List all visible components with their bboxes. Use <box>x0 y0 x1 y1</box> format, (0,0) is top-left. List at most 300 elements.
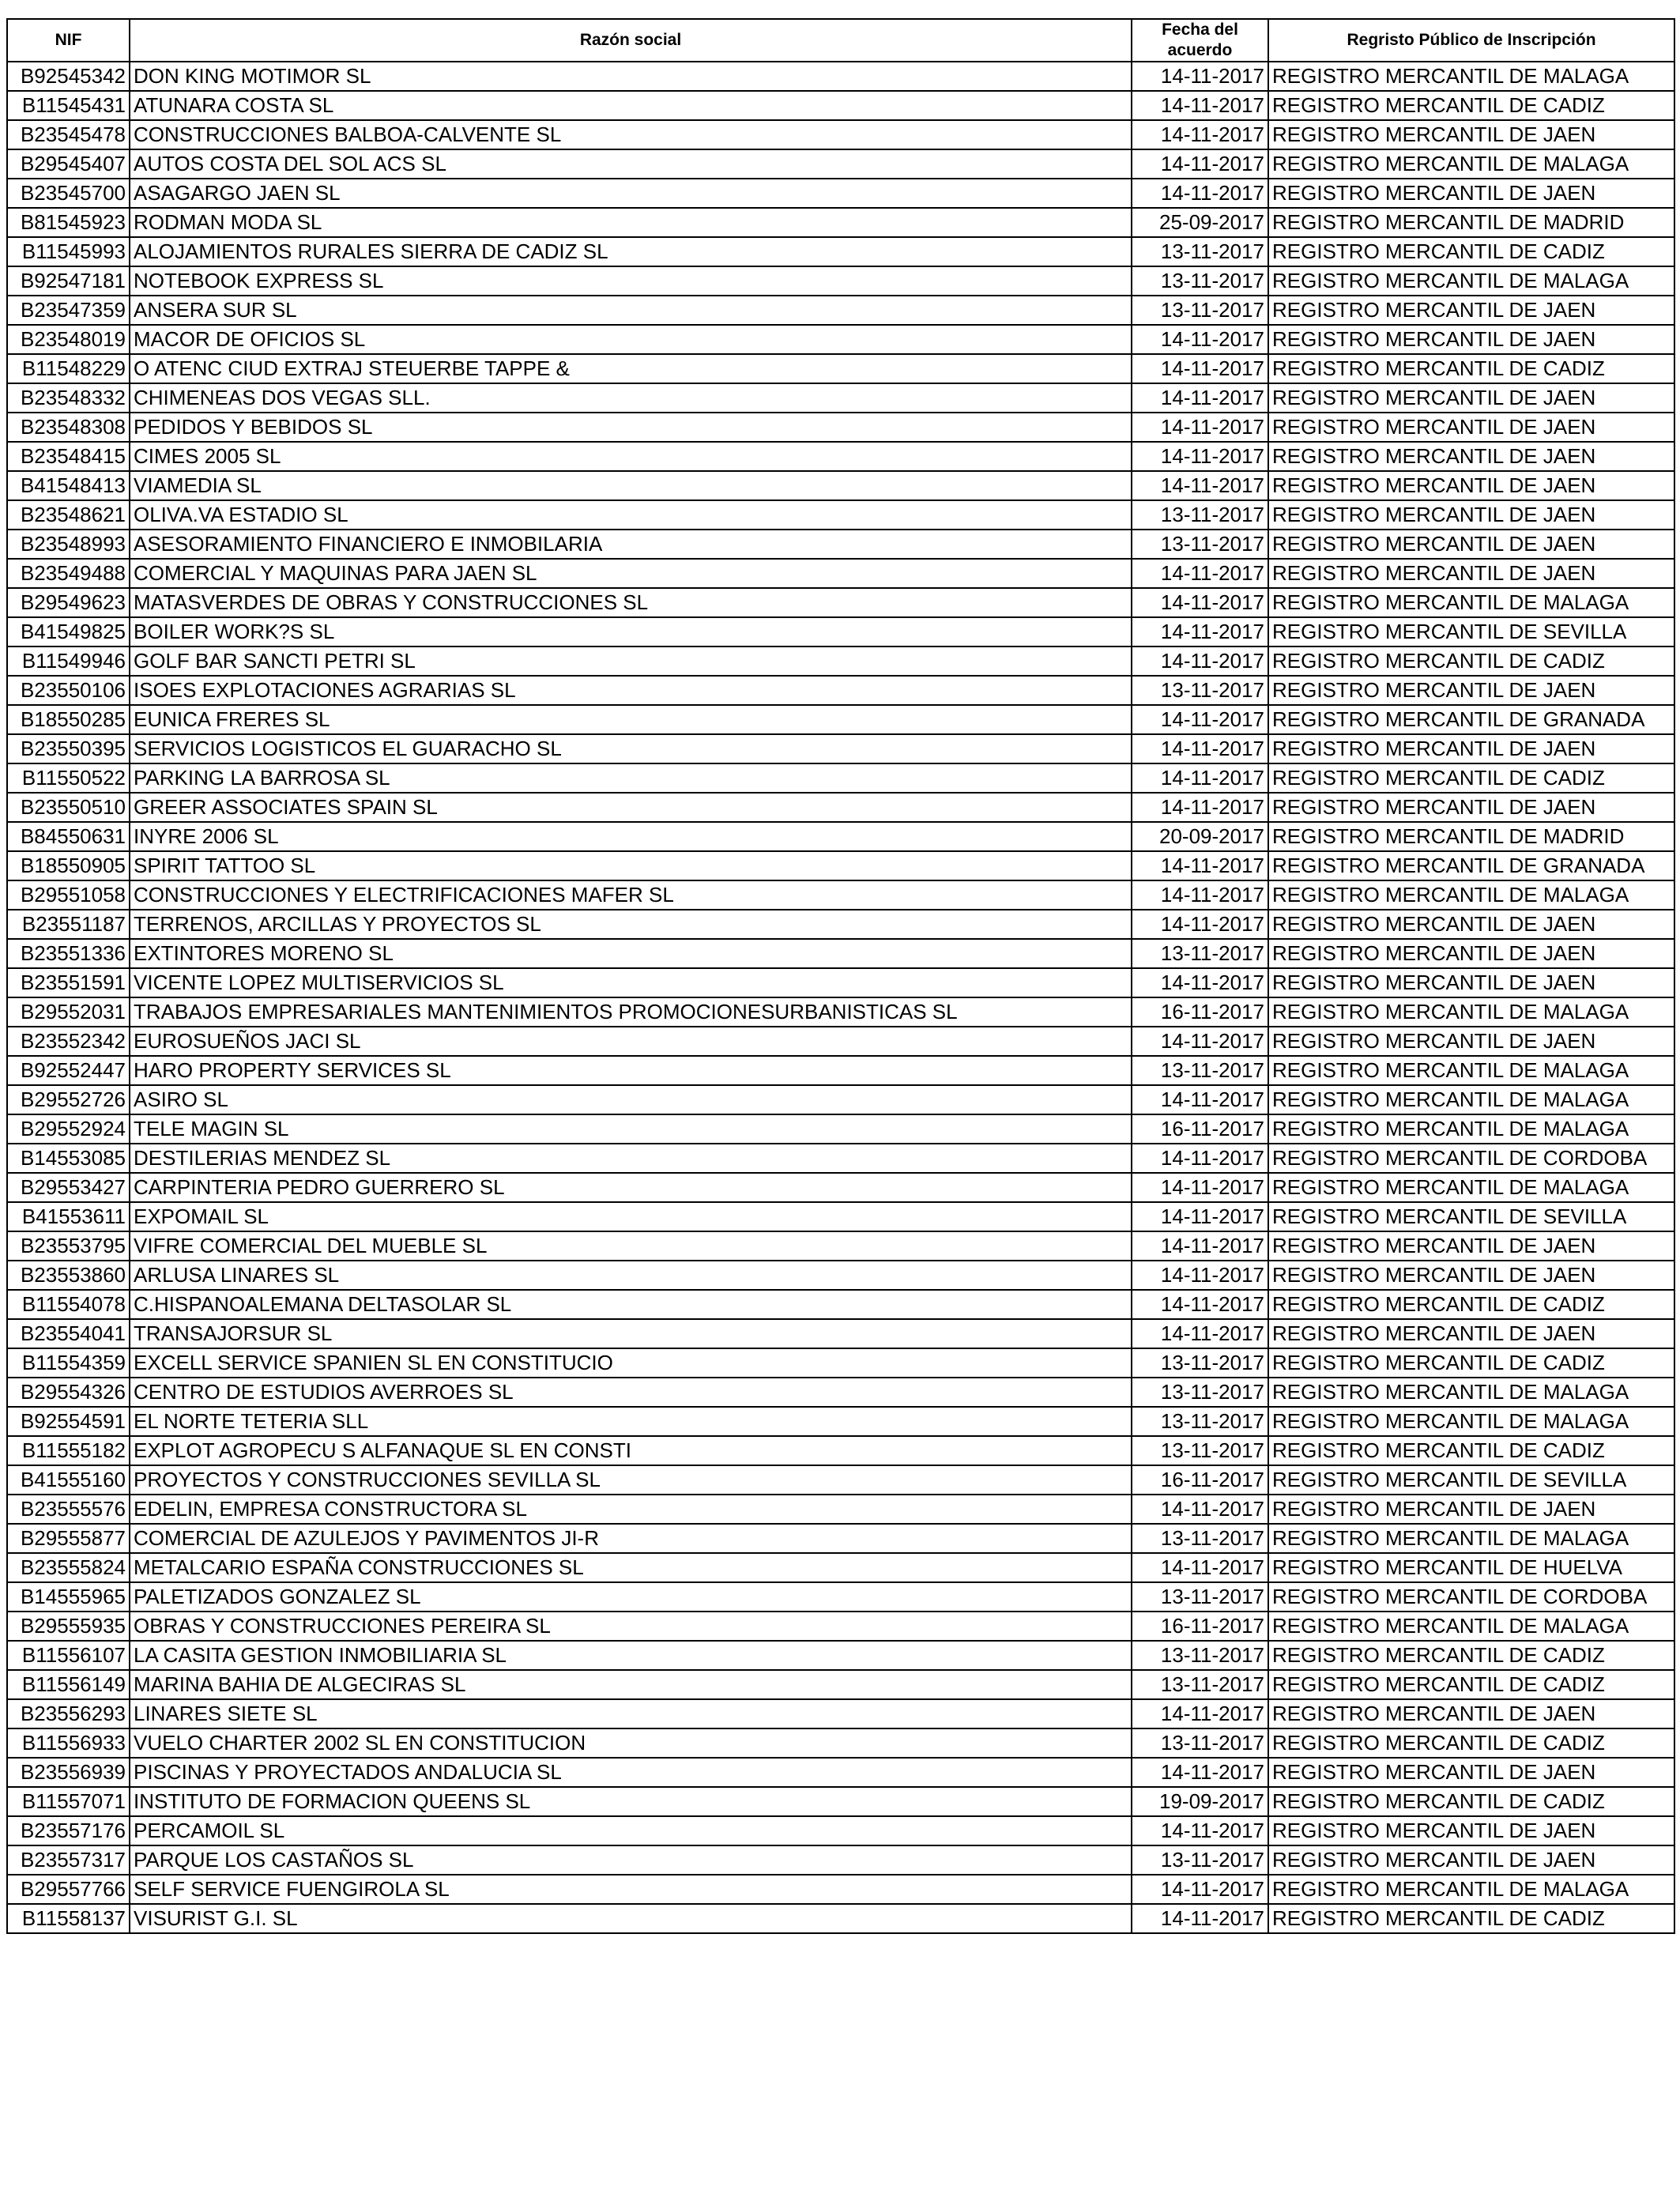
nif-cell: B29553427 <box>7 1173 130 1202</box>
table-row <box>7 471 1674 500</box>
fecha-cell: 16-11-2017 <box>1132 997 1268 1027</box>
razon-social-cell: EUROSUEÑOS JACI SL <box>130 1027 1132 1056</box>
table-row <box>7 62 1674 91</box>
fecha-cell: 14-11-2017 <box>1132 1553 1268 1582</box>
registro-cell: REGISTRO MERCANTIL DE JAEN <box>1268 442 1674 471</box>
fecha-cell: 14-11-2017 <box>1132 559 1268 588</box>
fecha-cell: 14-11-2017 <box>1132 1816 1268 1845</box>
razon-social-cell: EUNICA FRERES SL <box>130 705 1132 734</box>
razon-social-cell: CARPINTERIA PEDRO GUERRERO SL <box>130 1173 1132 1202</box>
razon-social-cell: INYRE 2006 SL <box>130 822 1132 851</box>
table-row <box>7 1699 1674 1728</box>
razon-social-cell: CONSTRUCCIONES Y ELECTRIFICACIONES MAFER SL <box>130 880 1132 910</box>
nif-cell: B11545993 <box>7 237 130 266</box>
fecha-cell: 14-11-2017 <box>1132 1904 1268 1933</box>
nif-cell: B11558137 <box>7 1904 130 1933</box>
razon-social-cell: OLIVA.VA ESTADIO SL <box>130 500 1132 530</box>
nif-cell: B41555160 <box>7 1465 130 1495</box>
fecha-cell: 14-11-2017 <box>1132 442 1268 471</box>
razon-social-cell: MARINA BAHIA DE ALGECIRAS SL <box>130 1670 1132 1699</box>
registro-cell: REGISTRO MERCANTIL DE CADIZ <box>1268 1787 1674 1816</box>
registro-cell: REGISTRO MERCANTIL DE CADIZ <box>1268 763 1674 793</box>
fecha-cell: 14-11-2017 <box>1132 1290 1268 1319</box>
table-row <box>7 383 1674 413</box>
table-row <box>7 1027 1674 1056</box>
registro-cell: REGISTRO MERCANTIL DE SEVILLA <box>1268 617 1674 647</box>
razon-social-cell: CONSTRUCCIONES BALBOA-CALVENTE SL <box>130 120 1132 149</box>
razon-social-cell: VIAMEDIA SL <box>130 471 1132 500</box>
fecha-cell: 16-11-2017 <box>1132 1465 1268 1495</box>
table-body <box>7 62 1674 1933</box>
registro-cell: REGISTRO MERCANTIL DE MALAGA <box>1268 1875 1674 1904</box>
fecha-cell: 14-11-2017 <box>1132 793 1268 822</box>
registro-cell: REGISTRO MERCANTIL DE MADRID <box>1268 208 1674 237</box>
razon-social-cell: EXCELL SERVICE SPANIEN SL EN CONSTITUCIO <box>130 1348 1132 1378</box>
razon-social-cell: ANSERA SUR SL <box>130 296 1132 325</box>
fecha-cell: 13-11-2017 <box>1132 1641 1268 1670</box>
header-fecha-line1: Fecha del <box>1162 21 1238 39</box>
registro-cell: REGISTRO MERCANTIL DE MALAGA <box>1268 1173 1674 1202</box>
registro-cell: REGISTRO MERCANTIL DE JAEN <box>1268 939 1674 968</box>
nif-cell: B23550106 <box>7 676 130 705</box>
registro-cell: REGISTRO MERCANTIL DE GRANADA <box>1268 705 1674 734</box>
nif-cell: B23551187 <box>7 910 130 939</box>
razon-social-cell: DON KING MOTIMOR SL <box>130 62 1132 91</box>
fecha-cell: 14-11-2017 <box>1132 91 1268 120</box>
fecha-cell: 14-11-2017 <box>1132 968 1268 997</box>
table-row <box>7 968 1674 997</box>
razon-social-cell: AUTOS COSTA DEL SOL ACS SL <box>130 149 1132 179</box>
registro-cell: REGISTRO MERCANTIL DE CADIZ <box>1268 1904 1674 1933</box>
razon-social-cell: VICENTE LOPEZ MULTISERVICIOS SL <box>130 968 1132 997</box>
razon-social-cell: O ATENC CIUD EXTRAJ STEUERBE TAPPE & <box>130 354 1132 383</box>
registro-cell: REGISTRO MERCANTIL DE JAEN <box>1268 1845 1674 1875</box>
razon-social-cell: GOLF BAR SANCTI PETRI SL <box>130 647 1132 676</box>
table-row <box>7 1231 1674 1261</box>
nif-cell: B23549488 <box>7 559 130 588</box>
nif-cell: B23550510 <box>7 793 130 822</box>
fecha-cell: 13-11-2017 <box>1132 1582 1268 1612</box>
nif-cell: B23548332 <box>7 383 130 413</box>
registro-cell: REGISTRO MERCANTIL DE MALAGA <box>1268 1378 1674 1407</box>
razon-social-cell: CHIMENEAS DOS VEGAS SLL. <box>130 383 1132 413</box>
registro-cell: REGISTRO MERCANTIL DE MADRID <box>1268 822 1674 851</box>
registro-cell: REGISTRO MERCANTIL DE JAEN <box>1268 413 1674 442</box>
registro-cell: REGISTRO MERCANTIL DE JAEN <box>1268 1816 1674 1845</box>
nif-cell: B29555877 <box>7 1524 130 1553</box>
nif-cell: B23555576 <box>7 1495 130 1524</box>
fecha-cell: 14-11-2017 <box>1132 851 1268 880</box>
registro-cell: REGISTRO MERCANTIL DE JAEN <box>1268 120 1674 149</box>
registro-cell: REGISTRO MERCANTIL DE MALAGA <box>1268 149 1674 179</box>
nif-cell: B23548993 <box>7 530 130 559</box>
registro-cell: REGISTRO MERCANTIL DE JAEN <box>1268 1758 1674 1787</box>
razon-social-cell: MATASVERDES DE OBRAS Y CONSTRUCCIONES SL <box>130 588 1132 617</box>
table-row <box>7 559 1674 588</box>
fecha-cell: 14-11-2017 <box>1132 1027 1268 1056</box>
table-row <box>7 1173 1674 1202</box>
table-row <box>7 1553 1674 1582</box>
table-row <box>7 1348 1674 1378</box>
registro-cell: REGISTRO MERCANTIL DE MALAGA <box>1268 1056 1674 1085</box>
table-row <box>7 1787 1674 1816</box>
nif-cell: B29551058 <box>7 880 130 910</box>
fecha-cell: 14-11-2017 <box>1132 471 1268 500</box>
registro-cell: REGISTRO MERCANTIL DE JAEN <box>1268 968 1674 997</box>
fecha-cell: 14-11-2017 <box>1132 617 1268 647</box>
fecha-cell: 14-11-2017 <box>1132 763 1268 793</box>
nif-cell: B11550522 <box>7 763 130 793</box>
nif-cell: B11554078 <box>7 1290 130 1319</box>
registro-cell: REGISTRO MERCANTIL DE CADIZ <box>1268 1436 1674 1465</box>
nif-cell: B23556939 <box>7 1758 130 1787</box>
fecha-cell: 13-11-2017 <box>1132 500 1268 530</box>
registro-cell: REGISTRO MERCANTIL DE CORDOBA <box>1268 1582 1674 1612</box>
razon-social-cell: TERRENOS, ARCILLAS Y PROYECTOS SL <box>130 910 1132 939</box>
razon-social-cell: MACOR DE OFICIOS SL <box>130 325 1132 354</box>
table-row <box>7 939 1674 968</box>
razon-social-cell: SELF SERVICE FUENGIROLA SL <box>130 1875 1132 1904</box>
fecha-cell: 14-11-2017 <box>1132 1699 1268 1728</box>
fecha-cell: 14-11-2017 <box>1132 1085 1268 1114</box>
nif-cell: B11557071 <box>7 1787 130 1816</box>
razon-social-cell: EDELIN, EMPRESA CONSTRUCTORA SL <box>130 1495 1132 1524</box>
registro-cell: REGISTRO MERCANTIL DE JAEN <box>1268 530 1674 559</box>
nif-cell: B41549825 <box>7 617 130 647</box>
razon-social-cell: DESTILERIAS MENDEZ SL <box>130 1144 1132 1173</box>
fecha-cell: 14-11-2017 <box>1132 647 1268 676</box>
registro-cell: REGISTRO MERCANTIL DE CADIZ <box>1268 1670 1674 1699</box>
nif-cell: B29557766 <box>7 1875 130 1904</box>
razon-social-cell: ASAGARGO JAEN SL <box>130 179 1132 208</box>
table-row <box>7 880 1674 910</box>
razon-social-cell: EXPOMAIL SL <box>130 1202 1132 1231</box>
razon-social-cell: ISOES EXPLOTACIONES AGRARIAS SL <box>130 676 1132 705</box>
registro-cell: REGISTRO MERCANTIL DE JAEN <box>1268 793 1674 822</box>
table-header <box>7 19 1674 62</box>
table-row <box>7 1758 1674 1787</box>
table-row <box>7 296 1674 325</box>
nif-cell: B84550631 <box>7 822 130 851</box>
table-row <box>7 851 1674 880</box>
registro-cell: REGISTRO MERCANTIL DE MALAGA <box>1268 266 1674 296</box>
table-row <box>7 1524 1674 1553</box>
razon-social-cell: CENTRO DE ESTUDIOS AVERROES SL <box>130 1378 1132 1407</box>
registro-cell: REGISTRO MERCANTIL DE SEVILLA <box>1268 1202 1674 1231</box>
fecha-cell: 14-11-2017 <box>1132 910 1268 939</box>
nif-cell: B29545407 <box>7 149 130 179</box>
registro-cell: REGISTRO MERCANTIL DE CADIZ <box>1268 1728 1674 1758</box>
nif-cell: B23554041 <box>7 1319 130 1348</box>
fecha-cell: 14-11-2017 <box>1132 1758 1268 1787</box>
table-row <box>7 1728 1674 1758</box>
registro-cell: REGISTRO MERCANTIL DE MALAGA <box>1268 1114 1674 1144</box>
table-row <box>7 1290 1674 1319</box>
razon-social-cell: PARKING LA BARROSA SL <box>130 763 1132 793</box>
fecha-cell: 14-11-2017 <box>1132 325 1268 354</box>
table-row <box>7 1465 1674 1495</box>
table-row <box>7 1816 1674 1845</box>
fecha-cell: 13-11-2017 <box>1132 1845 1268 1875</box>
razon-social-cell: TRANSAJORSUR SL <box>130 1319 1132 1348</box>
registro-cell: REGISTRO MERCANTIL DE MALAGA <box>1268 1524 1674 1553</box>
nif-cell: B23553795 <box>7 1231 130 1261</box>
razon-social-cell: COMERCIAL Y MAQUINAS PARA JAEN SL <box>130 559 1132 588</box>
table-row <box>7 120 1674 149</box>
nif-cell: B23548019 <box>7 325 130 354</box>
registro-cell: REGISTRO MERCANTIL DE CADIZ <box>1268 1290 1674 1319</box>
registro-cell: REGISTRO MERCANTIL DE JAEN <box>1268 1261 1674 1290</box>
registro-cell: REGISTRO MERCANTIL DE JAEN <box>1268 1699 1674 1728</box>
fecha-cell: 14-11-2017 <box>1132 880 1268 910</box>
table-row <box>7 442 1674 471</box>
fecha-cell: 13-11-2017 <box>1132 939 1268 968</box>
nif-cell: B29554326 <box>7 1378 130 1407</box>
razon-social-cell: NOTEBOOK EXPRESS SL <box>130 266 1132 296</box>
nif-cell: B11556933 <box>7 1728 130 1758</box>
registro-cell: REGISTRO MERCANTIL DE CADIZ <box>1268 91 1674 120</box>
nif-cell: B23557317 <box>7 1845 130 1875</box>
razon-social-cell: HARO PROPERTY SERVICES SL <box>130 1056 1132 1085</box>
table-row <box>7 1612 1674 1641</box>
nif-cell: B11548229 <box>7 354 130 383</box>
registro-cell: REGISTRO MERCANTIL DE CADIZ <box>1268 647 1674 676</box>
nif-cell: B92552447 <box>7 1056 130 1085</box>
table-row <box>7 1202 1674 1231</box>
fecha-cell: 16-11-2017 <box>1132 1114 1268 1144</box>
fecha-cell: 13-11-2017 <box>1132 237 1268 266</box>
table-row <box>7 530 1674 559</box>
fecha-cell: 14-11-2017 <box>1132 383 1268 413</box>
fecha-cell: 13-11-2017 <box>1132 1056 1268 1085</box>
nif-cell: B11556149 <box>7 1670 130 1699</box>
table-row <box>7 1144 1674 1173</box>
fecha-cell: 13-11-2017 <box>1132 1407 1268 1436</box>
header-razon-social: Razón social <box>130 19 1132 62</box>
nif-cell: B11549946 <box>7 647 130 676</box>
fecha-cell: 13-11-2017 <box>1132 1348 1268 1378</box>
table-row <box>7 676 1674 705</box>
nif-cell: B29552726 <box>7 1085 130 1114</box>
razon-social-cell: VIFRE COMERCIAL DEL MUEBLE SL <box>130 1231 1132 1261</box>
table-row <box>7 91 1674 120</box>
nif-cell: B23548308 <box>7 413 130 442</box>
table-row <box>7 179 1674 208</box>
razon-social-cell: PARQUE LOS CASTAÑOS SL <box>130 1845 1132 1875</box>
fecha-cell: 25-09-2017 <box>1132 208 1268 237</box>
table-row <box>7 1114 1674 1144</box>
nif-cell: B29552031 <box>7 997 130 1027</box>
razon-social-cell: ATUNARA COSTA SL <box>130 91 1132 120</box>
table-row <box>7 325 1674 354</box>
nif-cell: B11554359 <box>7 1348 130 1378</box>
table-row <box>7 1845 1674 1875</box>
razon-social-cell: VUELO CHARTER 2002 SL EN CONSTITUCION <box>130 1728 1132 1758</box>
nif-cell: B92545342 <box>7 62 130 91</box>
nif-cell: B23553860 <box>7 1261 130 1290</box>
razon-social-cell: OBRAS Y CONSTRUCCIONES PEREIRA SL <box>130 1612 1132 1641</box>
nif-cell: B18550285 <box>7 705 130 734</box>
registro-cell: REGISTRO MERCANTIL DE JAEN <box>1268 500 1674 530</box>
table-row <box>7 910 1674 939</box>
razon-social-cell: TELE MAGIN SL <box>130 1114 1132 1144</box>
table-row <box>7 1407 1674 1436</box>
fecha-cell: 14-11-2017 <box>1132 1495 1268 1524</box>
registro-cell: REGISTRO MERCANTIL DE MALAGA <box>1268 1612 1674 1641</box>
registro-cell: REGISTRO MERCANTIL DE SEVILLA <box>1268 1465 1674 1495</box>
table-row <box>7 763 1674 793</box>
fecha-cell: 14-11-2017 <box>1132 179 1268 208</box>
razon-social-cell: GREER ASSOCIATES SPAIN SL <box>130 793 1132 822</box>
razon-social-cell: ASESORAMIENTO FINANCIERO E INMOBILARIA <box>130 530 1132 559</box>
table-row <box>7 1085 1674 1114</box>
table-row <box>7 997 1674 1027</box>
nif-cell: B41553611 <box>7 1202 130 1231</box>
registro-cell: REGISTRO MERCANTIL DE CADIZ <box>1268 1348 1674 1378</box>
razon-social-cell: PEDIDOS Y BEBIDOS SL <box>130 413 1132 442</box>
nif-cell: B41548413 <box>7 471 130 500</box>
header-row <box>7 19 1674 62</box>
fecha-cell: 13-11-2017 <box>1132 1378 1268 1407</box>
nif-cell: B11556107 <box>7 1641 130 1670</box>
registro-cell: REGISTRO MERCANTIL DE MALAGA <box>1268 880 1674 910</box>
razon-social-cell: BOILER WORK?S SL <box>130 617 1132 647</box>
fecha-cell: 13-11-2017 <box>1132 1436 1268 1465</box>
fecha-cell: 14-11-2017 <box>1132 1319 1268 1348</box>
fecha-cell: 19-09-2017 <box>1132 1787 1268 1816</box>
fecha-cell: 14-11-2017 <box>1132 413 1268 442</box>
registro-cell: REGISTRO MERCANTIL DE CADIZ <box>1268 354 1674 383</box>
razon-social-cell: RODMAN MODA SL <box>130 208 1132 237</box>
table-row <box>7 647 1674 676</box>
fecha-cell: 14-11-2017 <box>1132 62 1268 91</box>
table-row <box>7 354 1674 383</box>
table-row <box>7 1436 1674 1465</box>
registro-cell: REGISTRO MERCANTIL DE JAEN <box>1268 734 1674 763</box>
razon-social-cell: SERVICIOS LOGISTICOS EL GUARACHO SL <box>130 734 1132 763</box>
razon-social-cell: ASIRO SL <box>130 1085 1132 1114</box>
nif-cell: B29552924 <box>7 1114 130 1144</box>
registro-cell: REGISTRO MERCANTIL DE CADIZ <box>1268 1641 1674 1670</box>
nif-cell: B29555935 <box>7 1612 130 1641</box>
table-row <box>7 705 1674 734</box>
table-row <box>7 1670 1674 1699</box>
razon-social-cell: PALETIZADOS GONZALEZ SL <box>130 1582 1132 1612</box>
registro-cell: REGISTRO MERCANTIL DE MALAGA <box>1268 997 1674 1027</box>
razon-social-cell: METALCARIO ESPAÑA CONSTRUCCIONES SL <box>130 1553 1132 1582</box>
razon-social-cell: SPIRIT TATTOO SL <box>130 851 1132 880</box>
nif-cell: B29549623 <box>7 588 130 617</box>
registro-cell: REGISTRO MERCANTIL DE HUELVA <box>1268 1553 1674 1582</box>
razon-social-cell: ALOJAMIENTOS RURALES SIERRA DE CADIZ SL <box>130 237 1132 266</box>
nif-cell: B23545478 <box>7 120 130 149</box>
table-row <box>7 413 1674 442</box>
table-row <box>7 1319 1674 1348</box>
nif-cell: B23545700 <box>7 179 130 208</box>
razon-social-cell: LINARES SIETE SL <box>130 1699 1132 1728</box>
header-fecha-acuerdo <box>1132 19 1268 62</box>
table-row <box>7 149 1674 179</box>
nif-cell: B92547181 <box>7 266 130 296</box>
nif-cell: B23550395 <box>7 734 130 763</box>
fecha-cell: 14-11-2017 <box>1132 1261 1268 1290</box>
table-row <box>7 266 1674 296</box>
table-row <box>7 500 1674 530</box>
fecha-cell: 14-11-2017 <box>1132 1173 1268 1202</box>
nif-cell: B23557176 <box>7 1816 130 1845</box>
nif-cell: B11545431 <box>7 91 130 120</box>
razon-social-cell: C.HISPANOALEMANA DELTASOLAR SL <box>130 1290 1132 1319</box>
registro-cell: REGISTRO MERCANTIL DE JAEN <box>1268 179 1674 208</box>
nif-cell: B14555965 <box>7 1582 130 1612</box>
registro-cell: REGISTRO MERCANTIL DE GRANADA <box>1268 851 1674 880</box>
fecha-cell: 14-11-2017 <box>1132 1875 1268 1904</box>
registro-cell: REGISTRO MERCANTIL DE JAEN <box>1268 676 1674 705</box>
table-row <box>7 1641 1674 1670</box>
razon-social-cell: LA CASITA GESTION INMOBILIARIA SL <box>130 1641 1132 1670</box>
nif-cell: B11555182 <box>7 1436 130 1465</box>
nif-cell: B23556293 <box>7 1699 130 1728</box>
fecha-cell: 13-11-2017 <box>1132 266 1268 296</box>
table-row <box>7 208 1674 237</box>
fecha-cell: 14-11-2017 <box>1132 354 1268 383</box>
nif-cell: B92554591 <box>7 1407 130 1436</box>
fecha-cell: 13-11-2017 <box>1132 1728 1268 1758</box>
registro-cell: REGISTRO MERCANTIL DE JAEN <box>1268 910 1674 939</box>
registro-cell: REGISTRO MERCANTIL DE JAEN <box>1268 1231 1674 1261</box>
registro-cell: REGISTRO MERCANTIL DE MALAGA <box>1268 588 1674 617</box>
nif-cell: B14553085 <box>7 1144 130 1173</box>
fecha-cell: 14-11-2017 <box>1132 120 1268 149</box>
razon-social-cell: PISCINAS Y PROYECTADOS ANDALUCIA SL <box>130 1758 1132 1787</box>
razon-social-cell: INSTITUTO DE FORMACION QUEENS SL <box>130 1787 1132 1816</box>
fecha-cell: 13-11-2017 <box>1132 530 1268 559</box>
table-row <box>7 1056 1674 1085</box>
fecha-cell: 13-11-2017 <box>1132 1524 1268 1553</box>
fecha-cell: 13-11-2017 <box>1132 296 1268 325</box>
table-row <box>7 1261 1674 1290</box>
registro-cell: REGISTRO MERCANTIL DE JAEN <box>1268 1495 1674 1524</box>
table-row <box>7 1378 1674 1407</box>
table-row <box>7 237 1674 266</box>
table-row <box>7 822 1674 851</box>
registro-cell: REGISTRO MERCANTIL DE JAEN <box>1268 471 1674 500</box>
fecha-cell: 14-11-2017 <box>1132 149 1268 179</box>
fecha-cell: 16-11-2017 <box>1132 1612 1268 1641</box>
table-row <box>7 1875 1674 1904</box>
razon-social-cell: ARLUSA LINARES SL <box>130 1261 1132 1290</box>
registro-cell: REGISTRO MERCANTIL DE JAEN <box>1268 1319 1674 1348</box>
table-row <box>7 1904 1674 1933</box>
razon-social-cell: VISURIST G.I. SL <box>130 1904 1132 1933</box>
table-row <box>7 793 1674 822</box>
registro-cell: REGISTRO MERCANTIL DE JAEN <box>1268 296 1674 325</box>
nif-cell: B23551591 <box>7 968 130 997</box>
registro-cell: REGISTRO MERCANTIL DE MALAGA <box>1268 62 1674 91</box>
fecha-cell: 14-11-2017 <box>1132 1202 1268 1231</box>
razon-social-cell: EL NORTE TETERIA SLL <box>130 1407 1132 1436</box>
razon-social-cell: PERCAMOIL SL <box>130 1816 1132 1845</box>
fecha-cell: 14-11-2017 <box>1132 1144 1268 1173</box>
header-nif: NIF <box>7 19 130 62</box>
table-row <box>7 1495 1674 1524</box>
table-row <box>7 617 1674 647</box>
razon-social-cell: PROYECTOS Y CONSTRUCCIONES SEVILLA SL <box>130 1465 1132 1495</box>
registro-cell: REGISTRO MERCANTIL DE CORDOBA <box>1268 1144 1674 1173</box>
registro-cell: REGISTRO MERCANTIL DE JAEN <box>1268 1027 1674 1056</box>
header-fecha-line2: acuerdo <box>1167 41 1233 59</box>
registro-cell: REGISTRO MERCANTIL DE MALAGA <box>1268 1085 1674 1114</box>
